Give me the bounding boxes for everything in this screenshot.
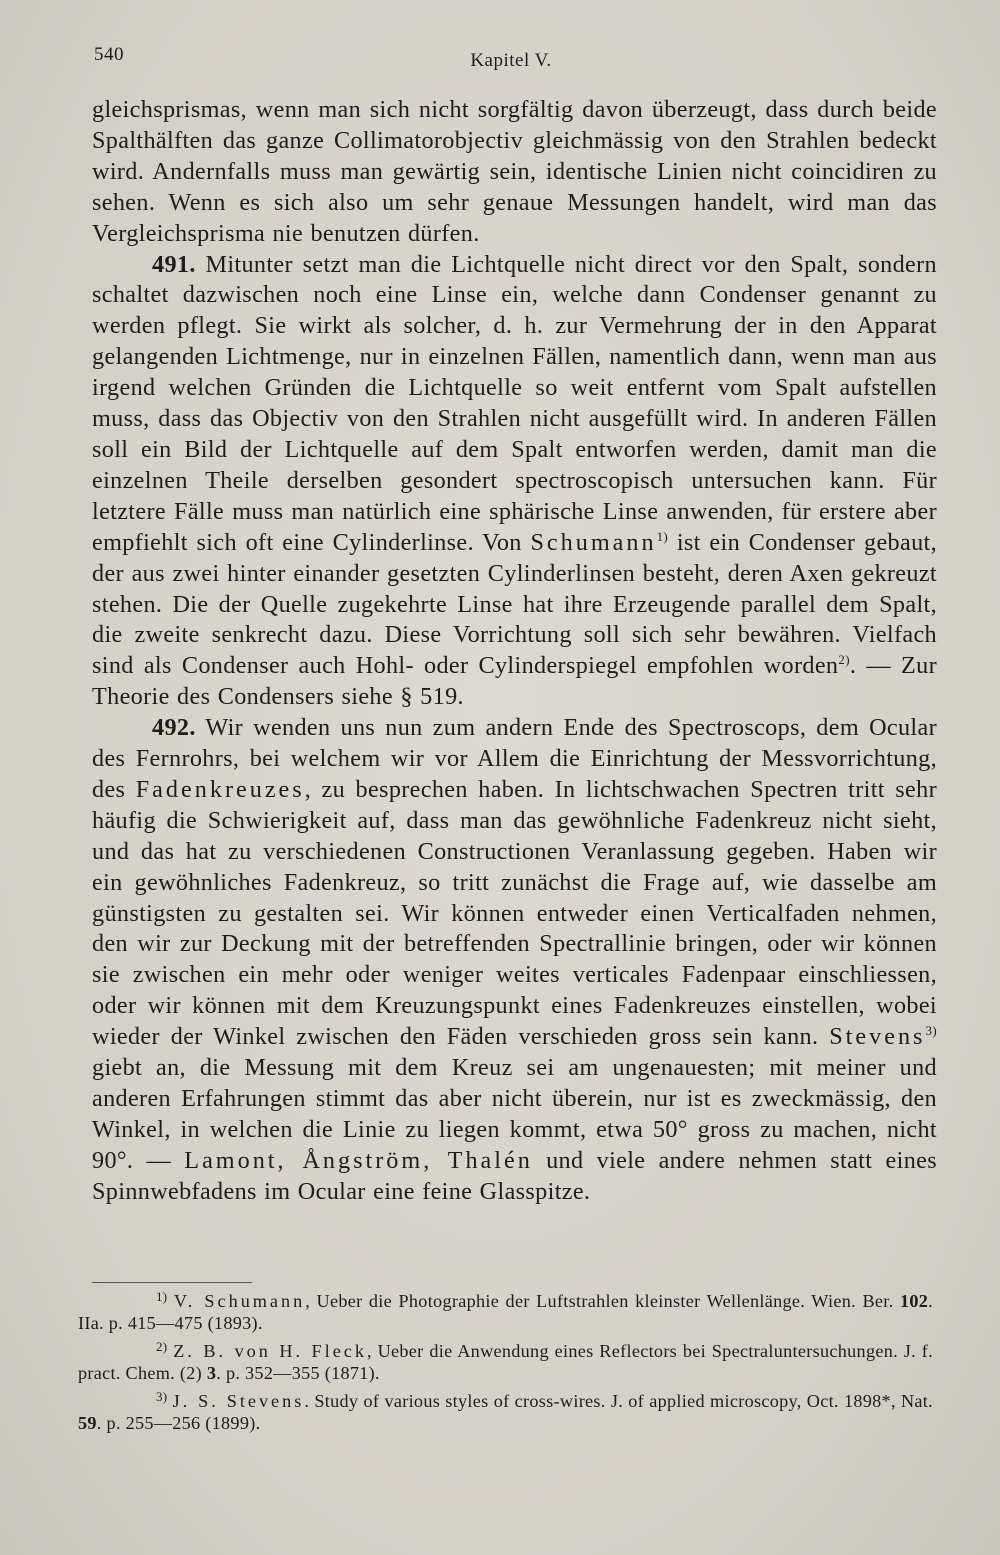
footnote-rule bbox=[92, 1282, 252, 1283]
footnote-ref-1: 1) bbox=[656, 528, 669, 544]
author-name-stevens: Stevens bbox=[829, 1023, 926, 1051]
footnote-1 bbox=[78, 1290, 933, 1334]
paragraph-492-text-b: , zu besprechen haben. In lichtschwachen Spectren tritt sehr häufig die Schwierigkeit auf, dass man das gewöhnliche Fadenkreuz nicht sieht, und das hat zu verschiedenen Constructionen Veranlassung gegeben. Haben wir ein gewöhnliches Fadenkreuz, so tritt zunächst die Frage auf, wie dasselbe am günstigsten zu gestalten sei. Wir können entweder einen Verticalfaden nehmen, den wir zur Deckung mit der betreffenden Spectrallinie bringen, oder wir können sie zwischen ein mehr oder weniger weites verticales Fadenpaar einschliessen, oder wir können mit dem Kreuzungspunkt eines Fadenkreuzes einstellen, wobei wieder der Winkel zwischen den Fäden verschieden gross sein kann. bbox=[92, 775, 937, 1051]
footnote-text: , Ueber die Photographie der Luftstrahlen kleinster Wellenlänge. Wien. Ber. bbox=[305, 1291, 900, 1311]
term-fadenkreuzes: Fadenkreuzes bbox=[135, 775, 305, 803]
paragraph-492-text-c: giebt an, die Messung mit dem Kreuz sei am ungenauesten; mit meiner und anderen Erfahrungen stimmt das aber nicht überein, nur ist es zweckmässig, den Winkel, in welchen die Linie zu liegen kommt, etwa 50° gross zu machen, nicht 90°. — bbox=[92, 1054, 937, 1174]
section-number-492: 492. bbox=[152, 714, 196, 742]
footnote-ref-3: 3) bbox=[925, 1023, 937, 1039]
footnote-text: . Study of various styles of cross-wires. J. of applied microscopy, Oct. 1898*, Nat. bbox=[304, 1391, 933, 1411]
paragraph-491-text-c: . — Zur Theorie des Condensers siehe § 519. bbox=[92, 652, 937, 711]
footnote-author: Z. B. von H. Fleck bbox=[173, 1341, 367, 1361]
footnote-volume: 3 bbox=[206, 1363, 217, 1383]
footnote-rest: . p. 255—256 (1899). bbox=[96, 1413, 261, 1433]
paragraph-492-text-d: und viele andere nehmen statt eines Spinnwebfadens im Ocular eine feine Glasspitze. bbox=[92, 1146, 937, 1205]
paragraph-491 bbox=[92, 250, 937, 714]
footnote-marker: 2) bbox=[156, 1339, 168, 1354]
section-number-491: 491. bbox=[152, 250, 196, 278]
footnote-3 bbox=[78, 1390, 933, 1434]
paragraph-491-text-a: Mitunter setzt man die Lichtquelle nicht direct vor den Spalt, sondern schaltet dazwischen noch eine Linse ein, welche dann Condenser genannt zu werden pflegt. Sie wirkt als solcher, d. h. zur Vermehrung der in den Apparat gelangenden Lichtmenge, nur in einzelnen Fällen, namentlich dann, wenn man aus irgend welchen Gründen die Lichtquelle so weit entfernt vom Spalt aufstellen muss, dass das Objectiv von den Strahlen nicht ausgefüllt wird. In anderen Fällen soll ein Bild der Lichtquelle auf dem Spalt entworfen werden, damit man die einzelnen Theile derselben gesondert spectroscopisch untersuchen kann. Für letztere Fälle muss man natürlich eine sphärische Linse anwenden, für erstere aber empfiehlt sich oft eine Cylinderlinse. Von bbox=[92, 250, 937, 556]
footnote-text: , Ueber die Anwendung eines Reflectors bei Spectraluntersuchungen. J. f. pract. Chem. (2) bbox=[78, 1341, 933, 1383]
author-name-schumann: Schumann bbox=[530, 528, 657, 556]
page-header bbox=[92, 44, 930, 74]
paragraph-491-text-b: ist ein Condenser gebaut, der aus zwei hinter einander gesetzten Cylinderlinsen besteht, deren Axen gekreuzt stehen. Die der Quelle zugekehrte Linse hat ihre Erzeugende parallel dem Spalt, die zweite senkrecht dazu. Diese Vorrichtung soll sich sehr bewähren. Vielfach sind als Condenser auch Hohl- oder Cylinderspiegel empfohlen worden bbox=[92, 528, 937, 680]
footnote-volume: 102 bbox=[899, 1291, 929, 1311]
paragraph-492 bbox=[92, 713, 937, 1208]
body-text bbox=[92, 95, 937, 1208]
author-names-lamont-angstrom-thalen: Lamont, Ångström, Thalén bbox=[184, 1146, 533, 1174]
footnote-author: V. Schumann bbox=[173, 1291, 306, 1311]
running-title: Kapitel V. bbox=[470, 50, 552, 71]
footnote-ref-2: 2) bbox=[838, 652, 850, 668]
footnote-author: J. S. Stevens bbox=[172, 1391, 305, 1411]
footnote-marker: 3) bbox=[156, 1389, 168, 1404]
footnote-volume: 59 bbox=[78, 1413, 97, 1433]
paragraph-492-text-a: Wir wenden uns nun zum andern Ende des Spectroscops, dem Ocular des Fernrohrs, bei welchem wir vor Allem die Einrichtung der Messvorrichtung, des bbox=[92, 714, 937, 803]
page-number: 540 bbox=[94, 44, 124, 65]
footnote-marker: 1) bbox=[156, 1289, 168, 1304]
paragraph-continuation: gleichsprismas, wenn man sich nicht sorgfältig davon überzeugt, dass durch beide Spalthälften das ganze Collimatorobjectiv gleichmässig von den Strahlen bedeckt wird. Andernfalls muss man gewärtig sein, identische Linien nicht coincidiren zu sehen. Wenn es sich also um sehr genaue Messungen handelt, wird man das Vergleichsprisma nie benutzen dürfen. bbox=[92, 96, 937, 247]
footnote-rest: . p. 352—355 (1871). bbox=[216, 1363, 380, 1383]
footnote-rest: . IIa. p. 415—475 (1893). bbox=[78, 1291, 933, 1333]
footnotes bbox=[78, 1290, 933, 1440]
footnote-2 bbox=[78, 1340, 933, 1384]
